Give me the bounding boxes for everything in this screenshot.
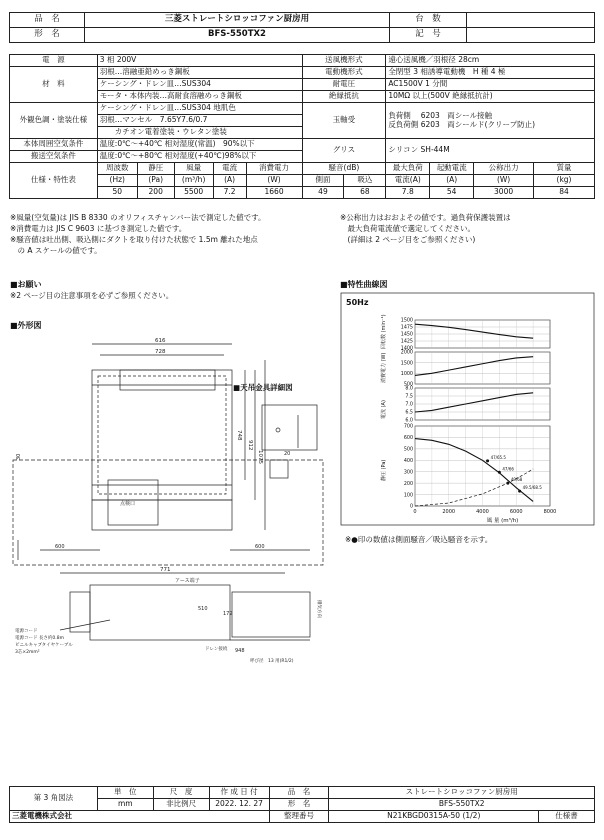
scale-label: 尺 度 bbox=[153, 787, 209, 799]
y-tick-label: 1450 bbox=[400, 332, 413, 338]
unit-outline-front bbox=[90, 585, 230, 640]
perf-unit: (W) bbox=[246, 175, 302, 187]
curve-frame bbox=[341, 293, 594, 525]
perf-value: 3000 bbox=[474, 187, 534, 199]
note-line: ※騒音値は吐出側、吸込側にダクトを取り付けた状態で 1.5m 離れた地点 bbox=[10, 234, 258, 244]
name-value: ストレートシロッコファン厨房用 bbox=[329, 787, 595, 799]
dim-label: 172 bbox=[223, 611, 233, 617]
noise-point bbox=[506, 482, 509, 485]
perf-value: 5500 bbox=[174, 187, 213, 199]
y-tick-label: 1475 bbox=[400, 325, 413, 331]
outline-title: ■外形図 bbox=[10, 321, 42, 330]
noise-annotation: 47/65.5 bbox=[490, 454, 506, 460]
name-label: 品 名 bbox=[269, 787, 329, 799]
y-tick-label: 500 bbox=[403, 447, 413, 453]
dim-label: 20 bbox=[284, 451, 291, 457]
note-line: 最大負荷電流値で選定してください。 bbox=[340, 223, 475, 233]
dim-label: 912 bbox=[247, 440, 253, 451]
perf-value: 49 bbox=[302, 187, 344, 199]
env2-value: 温度:0℃〜+80℃ 相対湿度(+40℃)98%以下 bbox=[97, 151, 302, 163]
cord-length-label: 電源コード 長さ約0.8m bbox=[15, 636, 64, 641]
kigou-label: 記 号 bbox=[390, 28, 467, 43]
perf-label: 仕様・特性表 bbox=[10, 163, 98, 199]
env1-label: 本体周囲空気条件 bbox=[10, 139, 98, 151]
projection-label: 第 3 角図法 bbox=[10, 787, 98, 811]
material-line: モータ・本体内装…高耐食溶融めっき鋼板 bbox=[97, 91, 302, 103]
unit-inner-outline bbox=[98, 376, 226, 494]
cable-label: ビニルキャブタイヤケーブル bbox=[15, 643, 73, 648]
product-name: 三菱ストレートシロッコファン厨房用 bbox=[85, 13, 390, 28]
unit-label: 単 位 bbox=[97, 787, 153, 799]
perf-header: 起動電流 bbox=[430, 163, 474, 175]
y-tick-label: 500 bbox=[403, 382, 413, 388]
perf-header: 周波数 bbox=[97, 163, 137, 175]
docno-label: 整理番号 bbox=[269, 811, 329, 823]
note-line: の A スケールの値です。 bbox=[10, 245, 102, 255]
env1-value: 温度:0℃〜+40℃ 相対湿度(常温) 90%以下 bbox=[97, 139, 302, 151]
bracket-detail bbox=[262, 405, 317, 450]
perf-unit: 吸込 bbox=[344, 175, 386, 187]
date-value: 2022. 12. 27 bbox=[209, 799, 269, 811]
x-tick-label: 2000 bbox=[442, 509, 456, 515]
x-tick-label: 0 bbox=[413, 509, 417, 515]
dim-label: 510 bbox=[198, 606, 208, 612]
y-tick-label: 1500 bbox=[400, 318, 413, 324]
hinmei-label: 品 名 bbox=[10, 13, 85, 28]
notes-left bbox=[10, 213, 340, 257]
color-line: 羽根…マンセル 7.65Y7.6/0.7 bbox=[97, 115, 302, 127]
power-value: 3 相 200V bbox=[97, 55, 302, 67]
outline-drawing bbox=[0, 330, 340, 675]
material-line: ケーシング・ドレン皿…SUS304 bbox=[97, 79, 302, 91]
y-axis-label: 電流 (A) bbox=[381, 400, 387, 419]
color-label: 外観色調・塗装仕様 bbox=[10, 103, 98, 139]
perf-unit: 側面 bbox=[302, 175, 344, 187]
note-line: (詳細は 2 ページ目をご参照ください) bbox=[340, 234, 476, 244]
env2-label: 搬送空気条件 bbox=[10, 151, 98, 163]
discharge-duct bbox=[232, 592, 310, 637]
daisu-label: 台 数 bbox=[390, 13, 467, 28]
base-plate bbox=[92, 500, 232, 530]
y-axis-label: 消費電力 (W) bbox=[381, 352, 387, 383]
bearing-label: 玉軸受 bbox=[302, 103, 386, 139]
perf-value: 7.2 bbox=[213, 187, 246, 199]
perf-header: 電流 bbox=[213, 163, 246, 175]
exhaust-direction-label: 排気方向 bbox=[316, 600, 321, 618]
fan-type-value: 遠心送風機／羽根径 28cm bbox=[386, 55, 595, 67]
grease-label: グリス bbox=[302, 139, 386, 163]
x-tick-label: 8000 bbox=[543, 509, 557, 515]
color-line: ケーシング・ドレン皿…SUS304 地肌色 bbox=[97, 103, 302, 115]
material-label: 材 料 bbox=[10, 67, 98, 103]
perf-value: 200 bbox=[137, 187, 174, 199]
bearing-line: 反負荷側 6203 両シールド(クリープ防止) bbox=[388, 119, 536, 129]
unit-outline-top bbox=[92, 370, 232, 500]
leader-line bbox=[60, 620, 110, 630]
y-tick-label: 200 bbox=[403, 481, 413, 487]
noise-point bbox=[518, 490, 521, 493]
dim-label: 600 bbox=[255, 544, 265, 550]
katamei-label: 形 名 bbox=[10, 28, 85, 43]
y-tick-label: 300 bbox=[403, 470, 413, 476]
perf-unit: (m³/h) bbox=[174, 175, 213, 187]
notice-text: ※2 ページ目の注意事項を必ずご参照ください。 bbox=[10, 291, 174, 300]
perf-unit: 電流(A) bbox=[386, 175, 430, 187]
notes-right bbox=[340, 213, 595, 246]
perf-unit: (Pa) bbox=[137, 175, 174, 187]
perf-header: 質量 bbox=[534, 163, 595, 175]
insulation-label: 絶縁抵抗 bbox=[302, 91, 386, 103]
bracket-title: ■天吊金具詳細図 bbox=[233, 383, 293, 392]
hz-label: 50Hz bbox=[346, 298, 369, 307]
insulation-value: 10MΩ 以上(500V 絶縁抵抗計) bbox=[386, 91, 595, 103]
curve-chart bbox=[340, 292, 595, 537]
x-tick-label: 6000 bbox=[509, 509, 523, 515]
noise-annotation: 49.5/68.5 bbox=[522, 485, 542, 491]
kigou-value bbox=[467, 28, 595, 43]
y-tick-label: 400 bbox=[403, 458, 413, 464]
perf-value: 1660 bbox=[246, 187, 302, 199]
grease-value: シリコン SH-44M bbox=[386, 139, 595, 163]
perf-header: 公称出力 bbox=[474, 163, 534, 175]
perf-unit: (W) bbox=[474, 175, 534, 187]
bearing-line: 負荷側 6203 両シール接触 bbox=[388, 110, 493, 120]
header-table bbox=[9, 12, 595, 43]
perf-value: 54 bbox=[430, 187, 474, 199]
y-tick-label: 0 bbox=[409, 504, 413, 510]
withstand-value: AC1500V 1 分間 bbox=[386, 79, 595, 91]
x-axis-label: 風 量 (m³/h) bbox=[486, 518, 519, 524]
spec-table bbox=[9, 54, 595, 199]
y-tick-label: 8.0 bbox=[405, 386, 413, 392]
withstand-label: 耐電圧 bbox=[302, 79, 386, 91]
dim-label: 600 bbox=[55, 544, 65, 550]
model-value: BFS-550TX2 bbox=[329, 799, 595, 811]
perf-value: 7.8 bbox=[386, 187, 430, 199]
perf-header: 騒音(dB) bbox=[302, 163, 386, 175]
x-tick-label: 4000 bbox=[476, 509, 489, 515]
docno-value: N21KBGD0315A-50 (1/2) bbox=[329, 811, 539, 823]
series-line-1 bbox=[415, 357, 533, 376]
dim-label: 616 bbox=[155, 338, 166, 344]
fan-type-label: 送風機形式 bbox=[302, 55, 386, 67]
unit-value: mm bbox=[97, 799, 153, 811]
y-axis-label: 回転数 (min⁻¹) bbox=[381, 314, 387, 349]
perf-header: 静圧 bbox=[137, 163, 174, 175]
notice-title: ■お願い bbox=[10, 280, 42, 289]
perf-value: 50 bbox=[97, 187, 137, 199]
daisu-value bbox=[467, 13, 595, 28]
perf-value: 84 bbox=[534, 187, 595, 199]
note-line: ※公称出力はおおよその値です。過負荷保護装置は bbox=[340, 213, 511, 222]
cord-label: 電源コード bbox=[15, 629, 38, 634]
doctype: 仕様書 bbox=[539, 811, 595, 823]
drain-size-label: 呼び径 13 用(R1/2) bbox=[250, 659, 294, 664]
curve-note: ※●印の数値は側面騒音／吸込騒音を示す。 bbox=[345, 535, 493, 544]
perf-header: 消費電力 bbox=[246, 163, 302, 175]
motor-label: 電動機形式 bbox=[302, 67, 386, 79]
dim-label: 1075 bbox=[257, 450, 263, 464]
noise-point bbox=[486, 459, 489, 462]
series-line-3 bbox=[415, 439, 533, 502]
perf-unit: (A) bbox=[213, 175, 246, 187]
perf-unit: (kg) bbox=[534, 175, 595, 187]
note-line: ※消費電力は JIS C 9603 に基づき測定した値です。 bbox=[10, 223, 187, 233]
date-label: 作 成 日 付 bbox=[209, 787, 269, 799]
motor-value: 全閉型 3 相誘導電動機 H 種 4 極 bbox=[386, 67, 595, 79]
company-name: 三菱電機株式会社 bbox=[10, 811, 270, 823]
model-name: BFS-550TX2 bbox=[85, 28, 390, 43]
noise-annotation: 47/66 bbox=[502, 466, 514, 472]
y-tick-label: 1000 bbox=[400, 372, 413, 378]
dim-label: 948 bbox=[235, 648, 245, 654]
y-tick-label: 1425 bbox=[400, 339, 413, 345]
cable-spec-label: 3芯×2mm² bbox=[15, 650, 40, 655]
noise-annotation: 49/68 bbox=[510, 477, 523, 483]
y-tick-label: 100 bbox=[403, 493, 413, 499]
dim-label: 30 bbox=[16, 453, 22, 460]
scale-value: 非比例尺 bbox=[153, 799, 209, 811]
y-axis-label: 静圧 (Pa) bbox=[381, 459, 387, 481]
y-tick-label: 1500 bbox=[400, 361, 413, 367]
series-line-2 bbox=[415, 393, 533, 412]
material-line: 羽根…溶融亜鉛めっき鋼板 bbox=[97, 67, 302, 79]
perf-unit: (Hz) bbox=[97, 175, 137, 187]
y-tick-label: 700 bbox=[403, 424, 413, 430]
y-tick-label: 6.5 bbox=[405, 410, 413, 416]
y-tick-label: 1400 bbox=[400, 346, 413, 352]
y-tick-label: 7.5 bbox=[405, 394, 413, 400]
y-tick-label: 600 bbox=[403, 436, 413, 442]
power-label: 電 源 bbox=[10, 55, 98, 67]
bolt-hole-icon bbox=[276, 428, 280, 432]
color-line: カチオン電着塗装・ウレタン塗装 bbox=[97, 127, 302, 139]
bracket-small bbox=[270, 460, 288, 478]
fan-housing bbox=[120, 370, 215, 390]
perf-header: 風量 bbox=[174, 163, 213, 175]
perf-header: 最大負荷 bbox=[386, 163, 430, 175]
dim-label: 748 bbox=[236, 430, 242, 441]
bearing-value bbox=[386, 103, 595, 139]
dim-label: 728 bbox=[155, 349, 166, 355]
perf-value: 68 bbox=[344, 187, 386, 199]
curve-title: ■特性曲線図 bbox=[340, 280, 388, 289]
footer-table bbox=[9, 786, 595, 823]
note-line: ※風量(空気量)は JIS B 8330 のオリフィスチャンバー法で測定した値です。 bbox=[10, 213, 266, 222]
dim-label: 771 bbox=[160, 567, 171, 573]
inspection-port-label: 点検口 bbox=[120, 501, 136, 507]
series-line-0 bbox=[415, 324, 533, 338]
model-label: 形 名 bbox=[269, 799, 329, 811]
drain-label: ドレン接続 bbox=[205, 647, 228, 652]
noise-point bbox=[498, 471, 501, 474]
perf-unit: (A) bbox=[430, 175, 474, 187]
y-tick-label: 7.0 bbox=[405, 402, 413, 408]
y-tick-label: 6.0 bbox=[405, 418, 413, 424]
y-tick-label: 2000 bbox=[400, 350, 413, 356]
earth-label: アース端子 bbox=[175, 578, 200, 584]
